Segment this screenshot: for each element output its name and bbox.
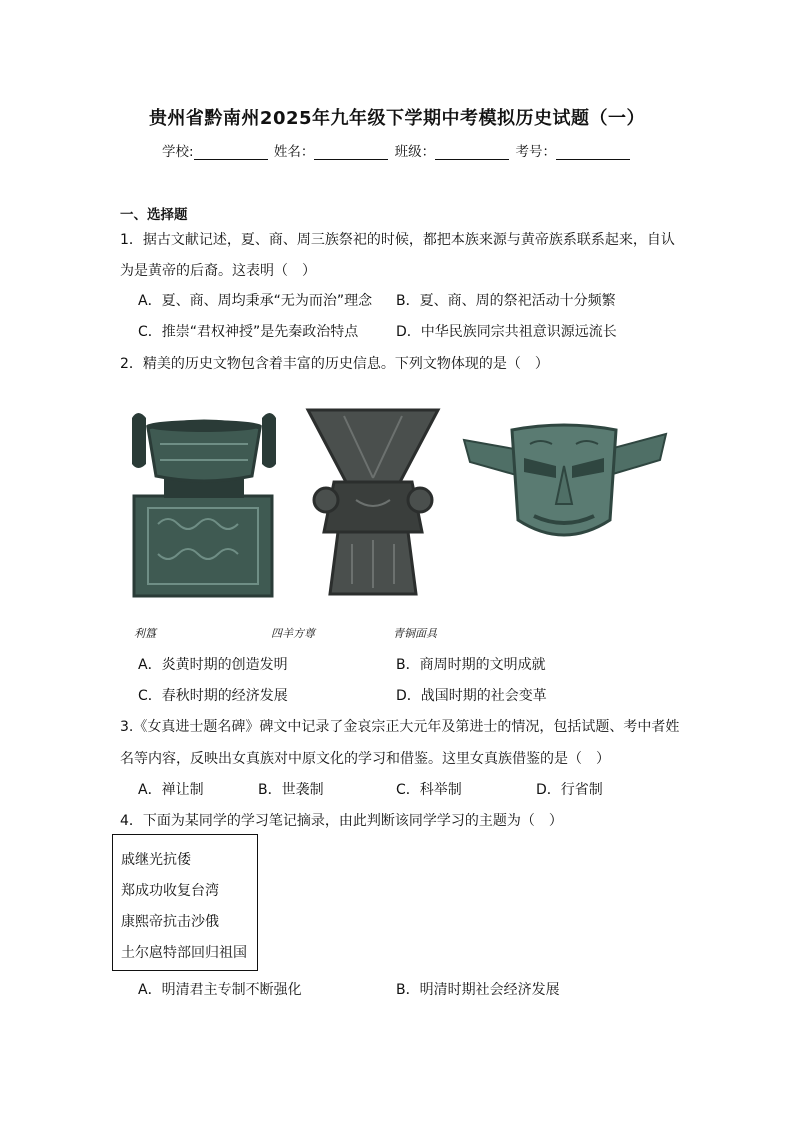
q1-stem-line1: 1．据古文献记述，夏、商、周三族祭祀的时候，都把本族来源与黄帝族系联系起来，自认: [120, 232, 675, 248]
q3-option-a[interactable]: A．禅让制: [138, 782, 204, 798]
four-ram-zun-image: [304, 404, 442, 600]
note-item: 戚继光抗倭: [121, 852, 191, 868]
exam-no-label: 考号：: [515, 144, 556, 160]
q1-option-c[interactable]: C．推崇“君权神授”是先秦政治特点: [138, 324, 359, 340]
school-blank[interactable]: [194, 145, 268, 160]
bronze-mask-image: [460, 420, 670, 552]
q2-option-b[interactable]: B．商周时期的文明成就: [396, 657, 546, 673]
study-notes-box: [112, 834, 258, 971]
q3-option-b[interactable]: B．世袭制: [258, 782, 324, 798]
caption-bronze-mask: 青铜面具: [393, 627, 437, 640]
q2-option-d[interactable]: D．战国时期的社会变革: [396, 688, 547, 704]
section-title: 一、选择题: [120, 207, 188, 223]
q1-stem-line2: 为是黄帝的后裔。这表明（ ）: [120, 263, 316, 279]
note-item: 郑成功收复台湾: [121, 883, 219, 899]
class-label: 班级：: [394, 144, 436, 160]
q3-option-d[interactable]: D．行省制: [536, 782, 603, 798]
school-label: 学校:: [162, 144, 194, 160]
class-blank[interactable]: [435, 145, 509, 160]
student-info-line: [0, 140, 794, 160]
q3-option-c[interactable]: C．科举制: [396, 782, 462, 798]
q2-stem: 2．精美的历史文物包含着丰富的历史信息。下列文物体现的是（ ）: [120, 356, 549, 372]
q1-option-b[interactable]: B．夏、商、周的祭祀活动十分频繁: [396, 293, 616, 309]
q2-option-c[interactable]: C．春秋时期的经济发展: [138, 688, 288, 704]
q4-option-a[interactable]: A．明清君主专制不断强化: [138, 982, 302, 998]
name-blank[interactable]: [314, 145, 388, 160]
exam-no-blank[interactable]: [556, 145, 630, 160]
q1-option-d[interactable]: D．中华民族同宗共祖意识源远流长: [396, 324, 617, 340]
q3-stem-line1: 3.《女真进士题名碑》碑文中记录了金哀宗正大元年及第进士的情况，包括试题、考中者姓: [120, 719, 680, 735]
q4-stem: 4．下面为某同学的学习笔记摘录，由此判断该同学学习的主题为（ ）: [120, 813, 563, 829]
q1-option-a[interactable]: A．夏、商、周均秉承“无为而治”理念: [138, 293, 373, 309]
q2-option-a[interactable]: A．炎黄时期的创造发明: [138, 657, 288, 673]
note-item: 康熙帝抗击沙俄: [121, 914, 219, 930]
name-label: 姓名：: [273, 144, 315, 160]
li-gui-image: [128, 404, 280, 600]
note-item: 土尔扈特部回归祖国: [121, 945, 247, 961]
q4-option-b[interactable]: B．明清时期社会经济发展: [396, 982, 560, 998]
caption-four-ram-zun: 四羊方尊: [271, 627, 315, 640]
caption-li-gui: 利簋: [134, 627, 156, 640]
page-title: 贵州省黔南州2025年九年级下学期中考模拟历史试题（一）: [148, 108, 646, 129]
q3-stem-line2: 名等内容，反映出女真族对中原文化的学习和借鉴。这里女真族借鉴的是（ ）: [120, 751, 610, 767]
